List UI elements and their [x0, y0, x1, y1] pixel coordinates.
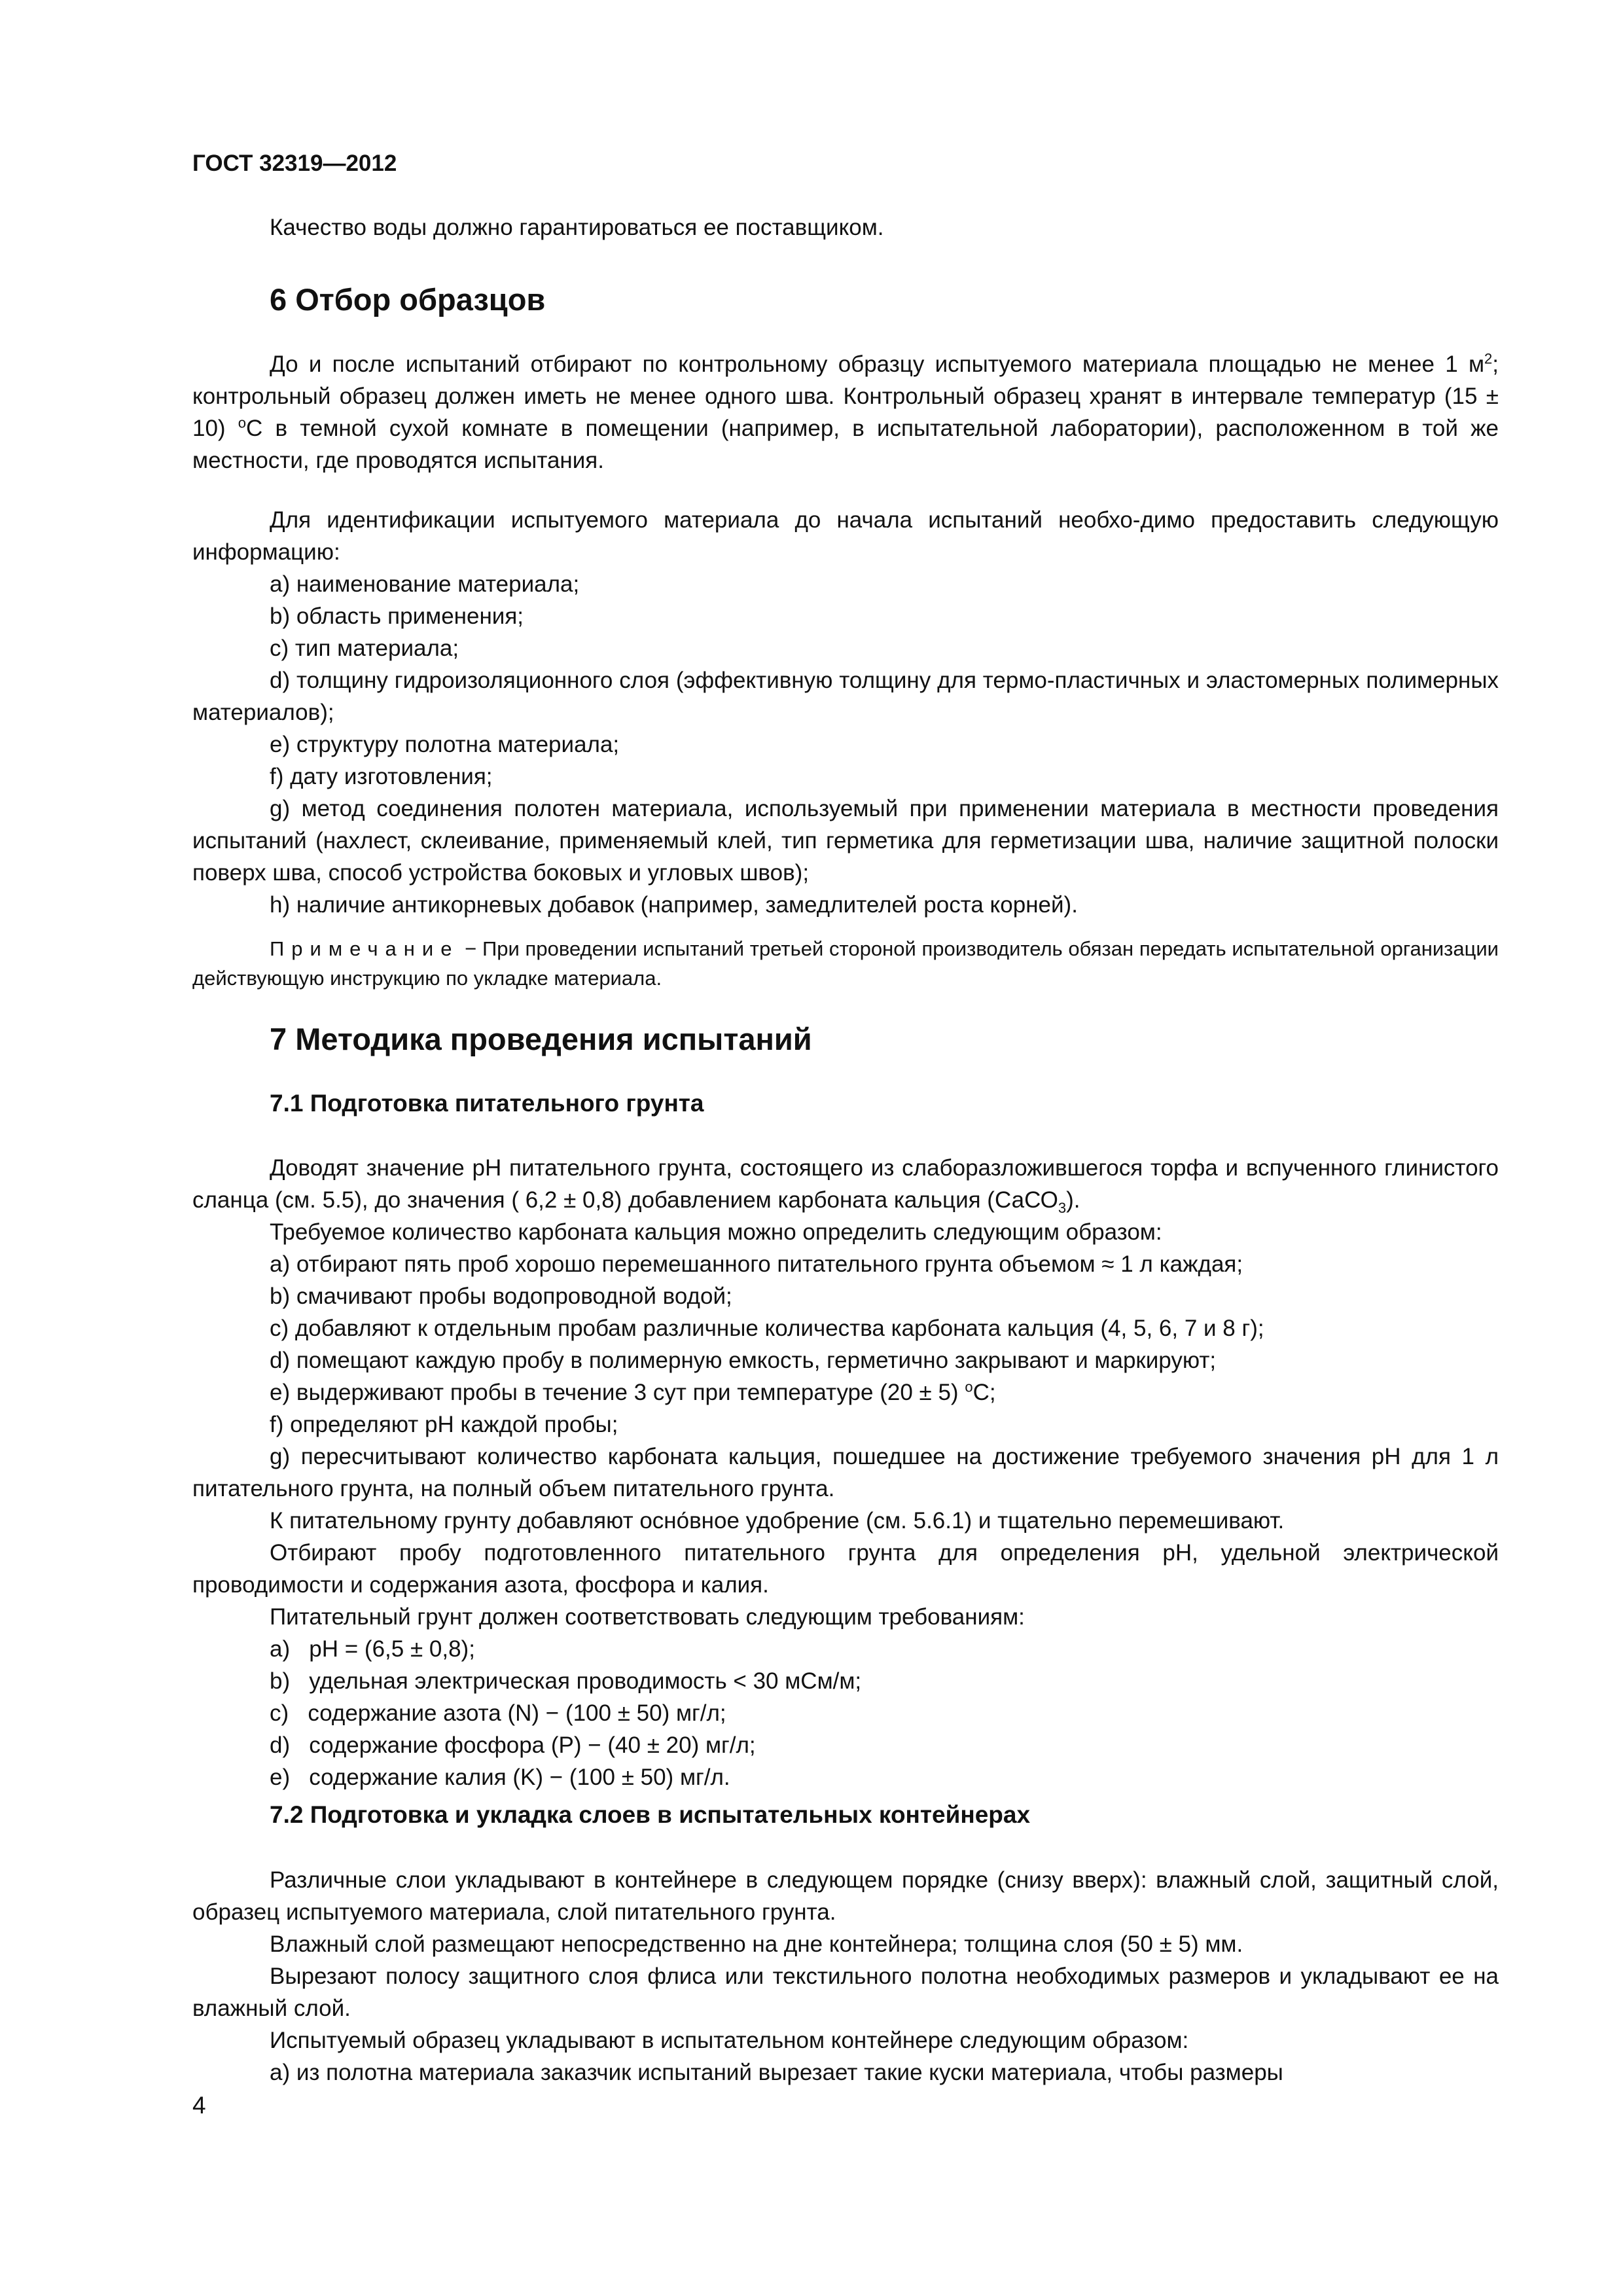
- list-item: b) смачивают пробы водопроводной водой;: [270, 1283, 732, 1309]
- ph-paragraph: Доводят значение pH питательного грунта, состоящего из слаборазложившегося торфа и вспученного глинистого сланца (см. 5.5), до значения ( 6,2 ± 0,8) добавлением карбоната кальция (СаСО$_3$).: [192, 1155, 1499, 1216]
- subsection-7-2-title: 7.2 Подготовка и укладка слоев в испытательных контейнерах: [270, 1801, 1031, 1828]
- section-7-title: 7 Методика проведения испытаний: [270, 1022, 812, 1056]
- list-item: h) наличие антикорневых добавок (например, замедлителей роста корней).: [270, 892, 1078, 918]
- note-label: Примечание: [270, 937, 459, 960]
- protective-layer-paragraph: Вырезают полосу защитного слоя флиса или текстильного полотна необходимых размеров и укладывают ее на влажный слой.: [192, 1964, 1499, 2021]
- note-text: − При проведении испытаний третьей стороной производитель обязан передать испытательной организации действующую инструкцию по укладке материала.: [192, 937, 1499, 990]
- list-item: a) наименование материала;: [270, 571, 580, 597]
- intro-text: Качество воды должно гарантироваться ее поставщиком.: [270, 215, 884, 240]
- list-item: f) определяют pH каждой пробы;: [270, 1412, 618, 1437]
- layers-paragraph: Различные слои укладывают в контейнере в следующем порядке (снизу вверх): влажный слой, защитный слой, образец испытуемого материала, слой питательного грунта.: [192, 1867, 1499, 1925]
- sampling-paragraph: До и после испытаний отбирают по контрольному образцу испытуемого материала площадью не менее 1 $м^2$; контрольный образец должен иметь не менее одного шва. Контрольный образец хранят в интервале температур (15 ± 10) $^o$С в темной сухой комнате в помещении (например, в испытательной лаборатории), расположенном в той же местности, где проводятся испытания.: [192, 350, 1499, 473]
- wet-layer-paragraph: Влажный слой размещают непосредственно на дне контейнера; толщина слоя (50 ± 5) мм.: [270, 1931, 1243, 1957]
- list-item: e) выдерживают пробы в течение 3 сут при температуре (20 ± 5) $^o$С;: [270, 1378, 996, 1405]
- standard-id: ГОСТ 32319—2012: [192, 151, 397, 176]
- list-item: a) pH = (6,5 ± 0,8);: [270, 1636, 475, 1662]
- list-item: a) отбирают пять проб хорошо перемешанного питательного грунта объемом ≈ 1 л каждая;: [270, 1251, 1243, 1277]
- list-item: c) добавляют к отдельным пробам различные количества карбоната кальция (4, 5, 6, 7 и 8 г);: [270, 1316, 1264, 1341]
- page-number: 4: [192, 2092, 206, 2119]
- sample-paragraph: Отбирают пробу подготовленного питательного грунта для определения pH, удельной электрической проводимости и содержания азота, фосфора и калия.: [192, 1540, 1499, 1598]
- list-item: g) метод соединения полотен материала, используемый при применении материала в местности проведения испытаний (нахлест, склеивание, применяемый клей, тип герметика для герметизации шва, наличие защитной полоски поверх шва, способ устройства боковых и угловых швов);: [192, 796, 1499, 886]
- fertilizer-paragraph: К питательному грунту добавляют осно́вное удобрение (см. 5.6.1) и тщательно перемешивают.: [270, 1508, 1285, 1534]
- identification-intro: Для идентификации испытуемого материала до начала испытаний необхо-димо предоставить следующую информацию:: [192, 507, 1499, 565]
- subsection-7-1-body: [192, 1152, 1499, 1793]
- calc-intro: Требуемое количество карбоната кальция можно определить следующим образом:: [270, 1219, 1162, 1245]
- list-item: f) дату изготовления;: [270, 764, 493, 789]
- section-6-title: 6 Отбор образцов: [270, 282, 546, 317]
- section-6-identification: [192, 504, 1499, 921]
- requirements-intro: Питательный грунт должен соответствовать следующим требованиям:: [270, 1604, 1025, 1630]
- list-item: d) помещают каждую пробу в полимерную емкость, герметично закрывают и маркируют;: [270, 1348, 1217, 1373]
- list-item: c) тип материала;: [270, 636, 459, 661]
- list-item: g) пересчитывают количество карбоната кальция, пошедшее на достижение требуемого значения pH для 1 л питательного грунта, на полный объем питательного грунта.: [192, 1444, 1499, 1501]
- list-item: e) содержание калия (K) − (100 ± 50) мг/л.: [270, 1765, 730, 1790]
- note-block: [192, 934, 1499, 993]
- list-item: c) содержание азота (N) − (100 ± 50) мг/л;: [270, 1700, 726, 1726]
- subsection-7-1-title: 7.1 Подготовка питательного грунта: [270, 1090, 704, 1117]
- list-item: d) содержание фосфора (P) − (40 ± 20) мг/л;: [270, 1732, 756, 1758]
- list-item: d) толщину гидроизоляционного слоя (эффективную толщину для термо-пластичных и эластомерных полимерных материалов);: [192, 668, 1499, 725]
- subsection-7-2-body: [192, 1864, 1499, 2089]
- list-item: b) область применения;: [270, 603, 524, 629]
- specimen-paragraph: Испытуемый образец укладывают в испытательном контейнере следующим образом:: [270, 2028, 1189, 2053]
- list-item: a) из полотна материала заказчик испытаний вырезает такие куски материала, чтобы размеры: [270, 2060, 1283, 2085]
- list-item: e) структуру полотна материала;: [270, 732, 620, 757]
- list-item: b) удельная электрическая проводимость < 30 мСм/м;: [270, 1668, 862, 1694]
- intro-paragraph: [192, 211, 1499, 243]
- section-6-paragraph-1: [192, 348, 1499, 476]
